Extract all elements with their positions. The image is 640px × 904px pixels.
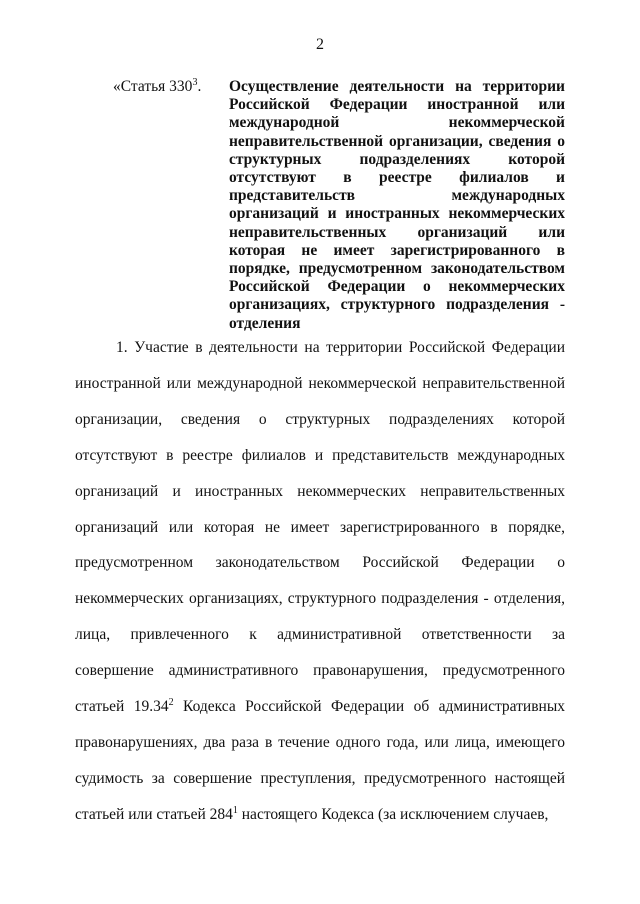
article-label-prefix: «Статья 330: [113, 78, 193, 95]
article-label-suffix: .: [197, 78, 202, 95]
paragraph-superscript-1: 2: [168, 696, 174, 708]
paragraph-text-part-3: настоящего Кодекса (за исключением случаев,: [237, 805, 549, 823]
paragraph-text-part-1: 1. Участие в деятельности на территории Российской Федерации иностранной или международной некоммерческой неправительственной организации, сведения о структурных подразделениях которой отсутствуют в реестре филиалов и представительств международных организаций и иностранных некоммерческих неправительственных организаций или которая не имеет зарегистрированного в порядке, предусмотренном законодательством Российской Федерации о некоммерческих организациях, структурного подразделения - отделения, лица, привлеченного к административной ответственности за совершение административного правонарушения, предусмотренного статьей 19.34: [75, 339, 565, 716]
article-heading: [113, 78, 565, 333]
paragraph-superscript-2: 1: [232, 804, 238, 816]
article-label: [113, 78, 201, 96]
article-title: Осуществление деятельности на территории Российской Федерации иностранной или международной некоммерческой неправительственной организации, сведения о структурных подразделениях которой отсутствуют в реестре филиалов и представительств международных организаций и иностранных некоммерческих неправительственных организаций или которая не имеет зарегистрированного в порядке, предусмотренном законодательством Российской Федерации о некоммерческих организациях, структурного подразделения - отделения: [229, 78, 565, 332]
article-paragraph-1: [75, 330, 565, 833]
paragraph-text-part-2: Кодекса Российской Федерации об административных правонарушениях, два раза в течение одного года, или лица, имеющего судимость за совершение преступления, предусмотренного настоящей статьей или статьей 284: [75, 698, 565, 823]
article-label-superscript: 3: [192, 76, 198, 88]
page-number: 2: [316, 36, 324, 53]
